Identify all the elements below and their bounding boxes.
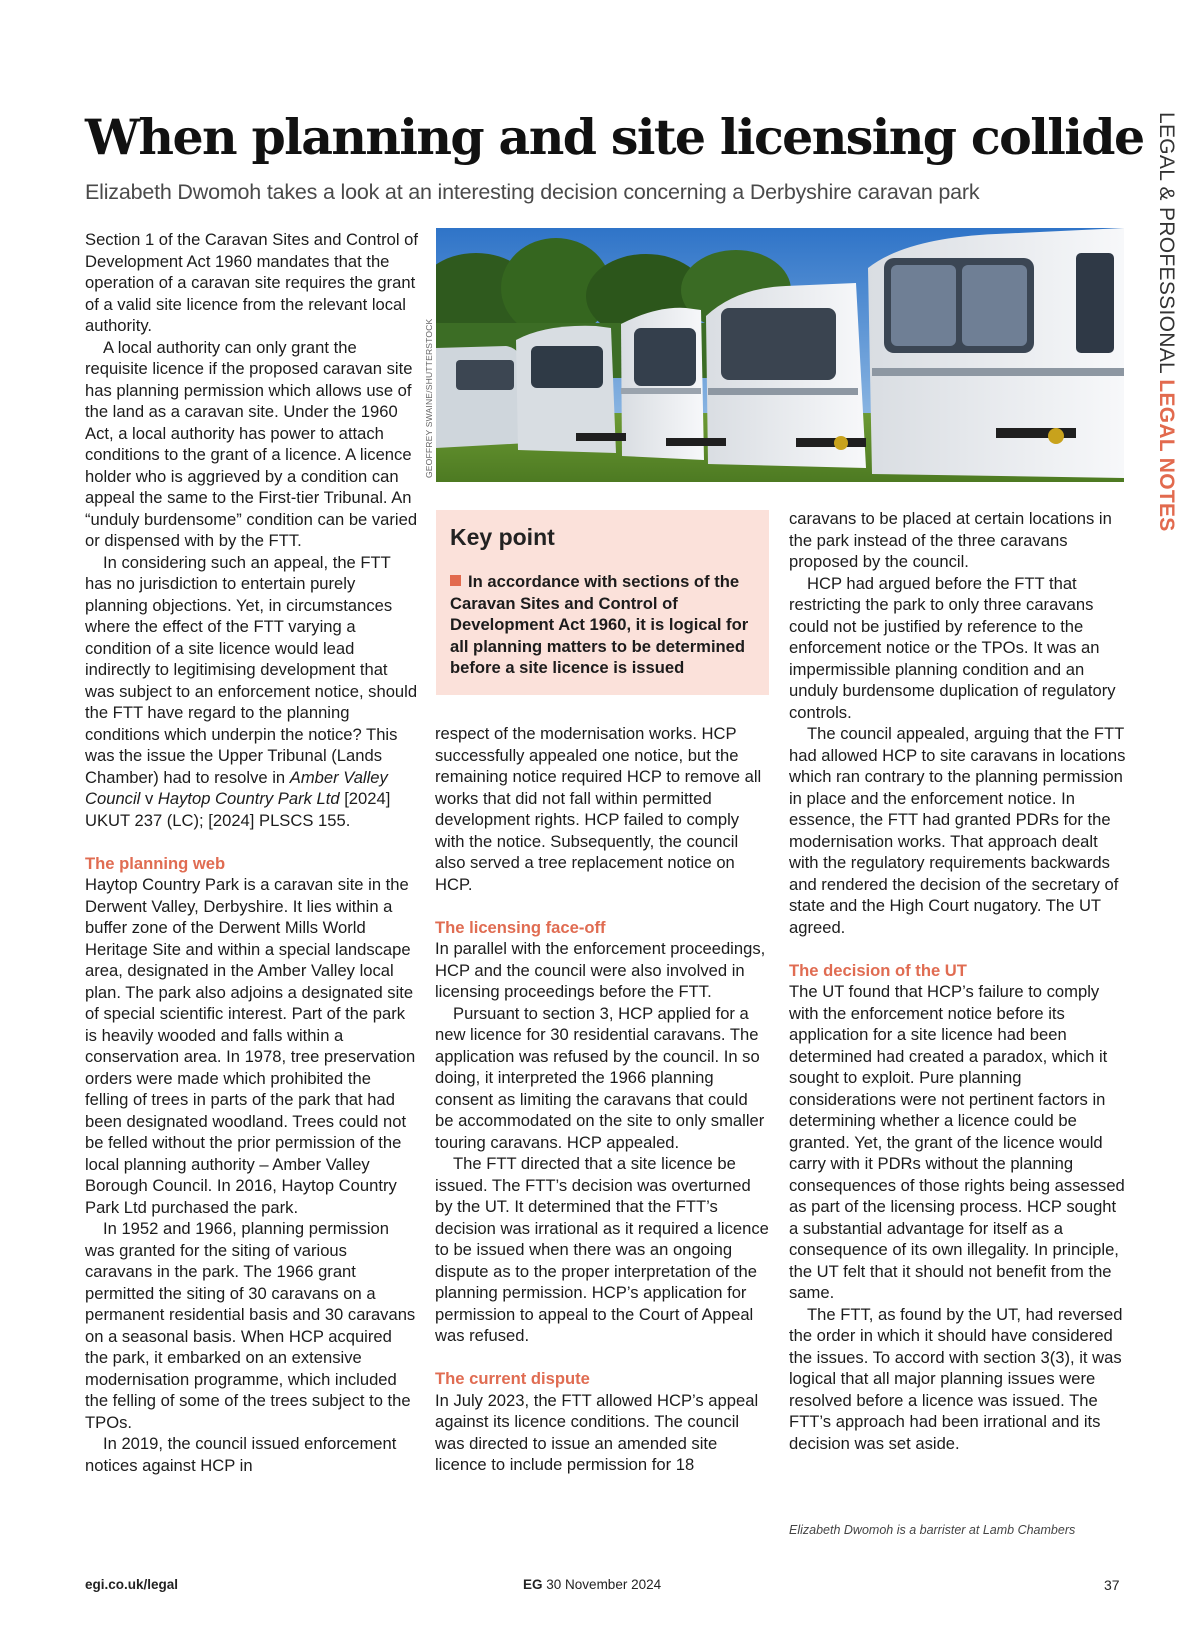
paragraph: In 2019, the council issued enforcement notices against HCP in (85, 1434, 397, 1475)
paragraph: The FTT, as found by the UT, had reversed the order in which it should have considered the issues. To accord with section 3(3), it was logical that all major planning issues were resolved before a licence was issued. The FTT’s approach had been irrational and its decision was set aside. (789, 1304, 1123, 1453)
photo-credit: GEOFFREY SWAINE/SHUTTERSTOCK (424, 318, 434, 478)
section-category: LEGAL & PROFESSIONAL (1155, 112, 1178, 374)
key-point-text: In accordance with sections of the Caravan Sites and Control of Development Act 1960, it is logical for all planning matters to be determined before a site licence is issued (450, 572, 749, 677)
paragraph: Haytop Country Park is a caravan site in the Derwent Valley, Derbyshire. It lies within a buffer zone of the Derwent Mills World Heritage Site and within a special landscape area, designated in the Amber Valley local plan. The park also adjoins a designated site of special scientific interest. Part of the park is heavily wooded and falls within a conservation area. In 1978, tree preservation orders were made which prohibited the felling of trees in parts of the park that had been designated woodland. Trees could not be felled without the prior permission of the local planning authority – Amber Valley Borough Council. In 2016, Haytop Country Park Ltd purchased the park. (85, 875, 416, 1217)
paragraph: Section 1 of the Caravan Sites and Control of Development Act 1960 mandates that the operation of a caravan site requires the grant of a valid site licence from the relevant local authority. (85, 230, 418, 335)
subheading-planning-web: The planning web (85, 853, 226, 873)
column-2 (435, 723, 770, 1476)
footer-url[interactable]: egi.co.uk/legal (85, 1577, 179, 1592)
paragraph: In 1952 and 1966, planning permission was granted for the siting of various caravans in the park. The 1966 grant permitted the siting of 30 caravans on a permanent residential basis and 30 caravans on a seasonal basis. When HCP acquired the park, it embarked on an extensive modernisation programme, which included the felling of some of the trees subject to the TPOs. (85, 1219, 416, 1432)
paragraph: A local authority can only grant the requisite licence if the proposed caravan site has planning permission which allows use of the land as a caravan site. Under the 1960 Act, a local authority has power to attach conditions to the grant of a licence. A licence holder who is aggrieved by a condition can appeal the same to the First-tier Tribunal. An “unduly burdensome” condition can be varied or dispensed with by the FTT. (85, 337, 418, 550)
paragraph: The UT found that HCP’s failure to comply with the enforcement notice before its application for a site licence had been determined had created a paradox, which it sought to exploit. Pure planning considerations were not pertinent factors in determining whether a licence could be granted. Yet, the grant of the licence would carry with it PDRs without the planning consequences of those rights being assessed as part of the licensing process. HCP sought a substantial advantage for itself as a consequence of its own illegality. In principle, the UT felt that it should not benefit from the same. (789, 982, 1125, 1302)
paragraph: HCP had argued before the FTT that restricting the park to only three caravans could not be justified by reference to the enforcement notice or the TPOs. It was an impermissible planning condition and an unduly burdensome duplication of regulatory controls. (789, 573, 1116, 722)
section-tab (1148, 112, 1182, 532)
section-subcategory: LEGAL NOTES (1155, 379, 1178, 532)
article-standfirst: Elizabeth Dwomoh takes a look at an interesting decision concerning a Derbyshire caravan park (85, 180, 980, 204)
publication-date: 30 November 2024 (546, 1577, 662, 1592)
paragraph: caravans to be placed at certain locations in the park instead of the three caravans proposed by the council. (789, 509, 1112, 571)
article-title: When planning and site licensing collide (85, 108, 1144, 166)
key-point-box (436, 510, 769, 695)
subheading-decision: The decision of the UT (789, 960, 967, 980)
case-name: Amber Valley Council (85, 767, 388, 808)
column-1 (85, 229, 418, 1476)
page-number: 37 (1104, 1577, 1120, 1593)
paragraph: Pursuant to section 3, HCP applied for a new licence for 30 residential caravans. The application was refused by the council. In so doing, it interpreted the 1966 planning consent as limiting the caravans that could be accommodated on the site to only smaller touring caravans. HCP appealed. (435, 1003, 765, 1152)
paragraph: The council appealed, arguing that the FTT had allowed HCP to site caravans in locations which ran contrary to the planning permission in place and the enforcement notice. In essence, the FTT had granted PDRs for the modernisation works. That approach dealt with the regulatory requirements backwards and rendered the decision of the secretary of state and the High Court nugatory. The UT agreed. (789, 724, 1126, 937)
subheading-current-dispute: The current dispute (435, 1369, 590, 1388)
paragraph: respect of the modernisation works. HCP successfully appealed one notice, but the remaining notice required HCP to remove all works that did not fall within permitted development rights. HCP failed to comply with the notice. Subsequently, the council also served a tree replacement notice on HCP. (435, 724, 762, 894)
square-bullet-icon (450, 575, 461, 586)
key-point-heading: Key point (450, 524, 555, 550)
footer-publication (523, 1577, 661, 1592)
paragraph: In July 2023, the FTT allowed HCP’s appeal against its licence conditions. The council was directed to issue an amended site licence to include permission for 18 (435, 1390, 759, 1474)
publication-name: EG (523, 1577, 543, 1592)
author-byline: Elizabeth Dwomoh is a barrister at Lamb Chambers (789, 1523, 1076, 1537)
paragraph: In considering such an appeal, the FTT has no jurisdiction to entertain purely planning objections. Yet, in circumstances where the effect of the FTT varying a condition of a site licence would lead indirectly to legitimising development that was subject to an enforcement notice, should the FTT have regard to the planning conditions which underpin the notice? This was the issue the Upper Tribunal (Lands Chamber) had to resolve in Amber Valley Council v Haytop Country Park Ltd [2024] UKUT 237 (LC); [2024] PLSCS 155. (85, 552, 418, 830)
paragraph: The FTT directed that a site licence be issued. The FTT’s decision was overturned by the UT. It determined that the FTT’s decision was irrational as it required a licence to be issued when there was an ongoing dispute as to the proper interpretation of the planning permission. HCP’s application for permission to appeal to the Court of Appeal was refused. (435, 1154, 769, 1345)
subheading-licensing: The licensing face-off (435, 917, 606, 937)
case-name: Haytop Country Park Ltd (157, 789, 340, 808)
paragraph: In parallel with the enforcement proceedings, HCP and the council were also involved in licensing proceedings before the FTT. (435, 939, 766, 1001)
column-3 (789, 508, 1129, 1454)
caravans-photo (436, 228, 1124, 482)
